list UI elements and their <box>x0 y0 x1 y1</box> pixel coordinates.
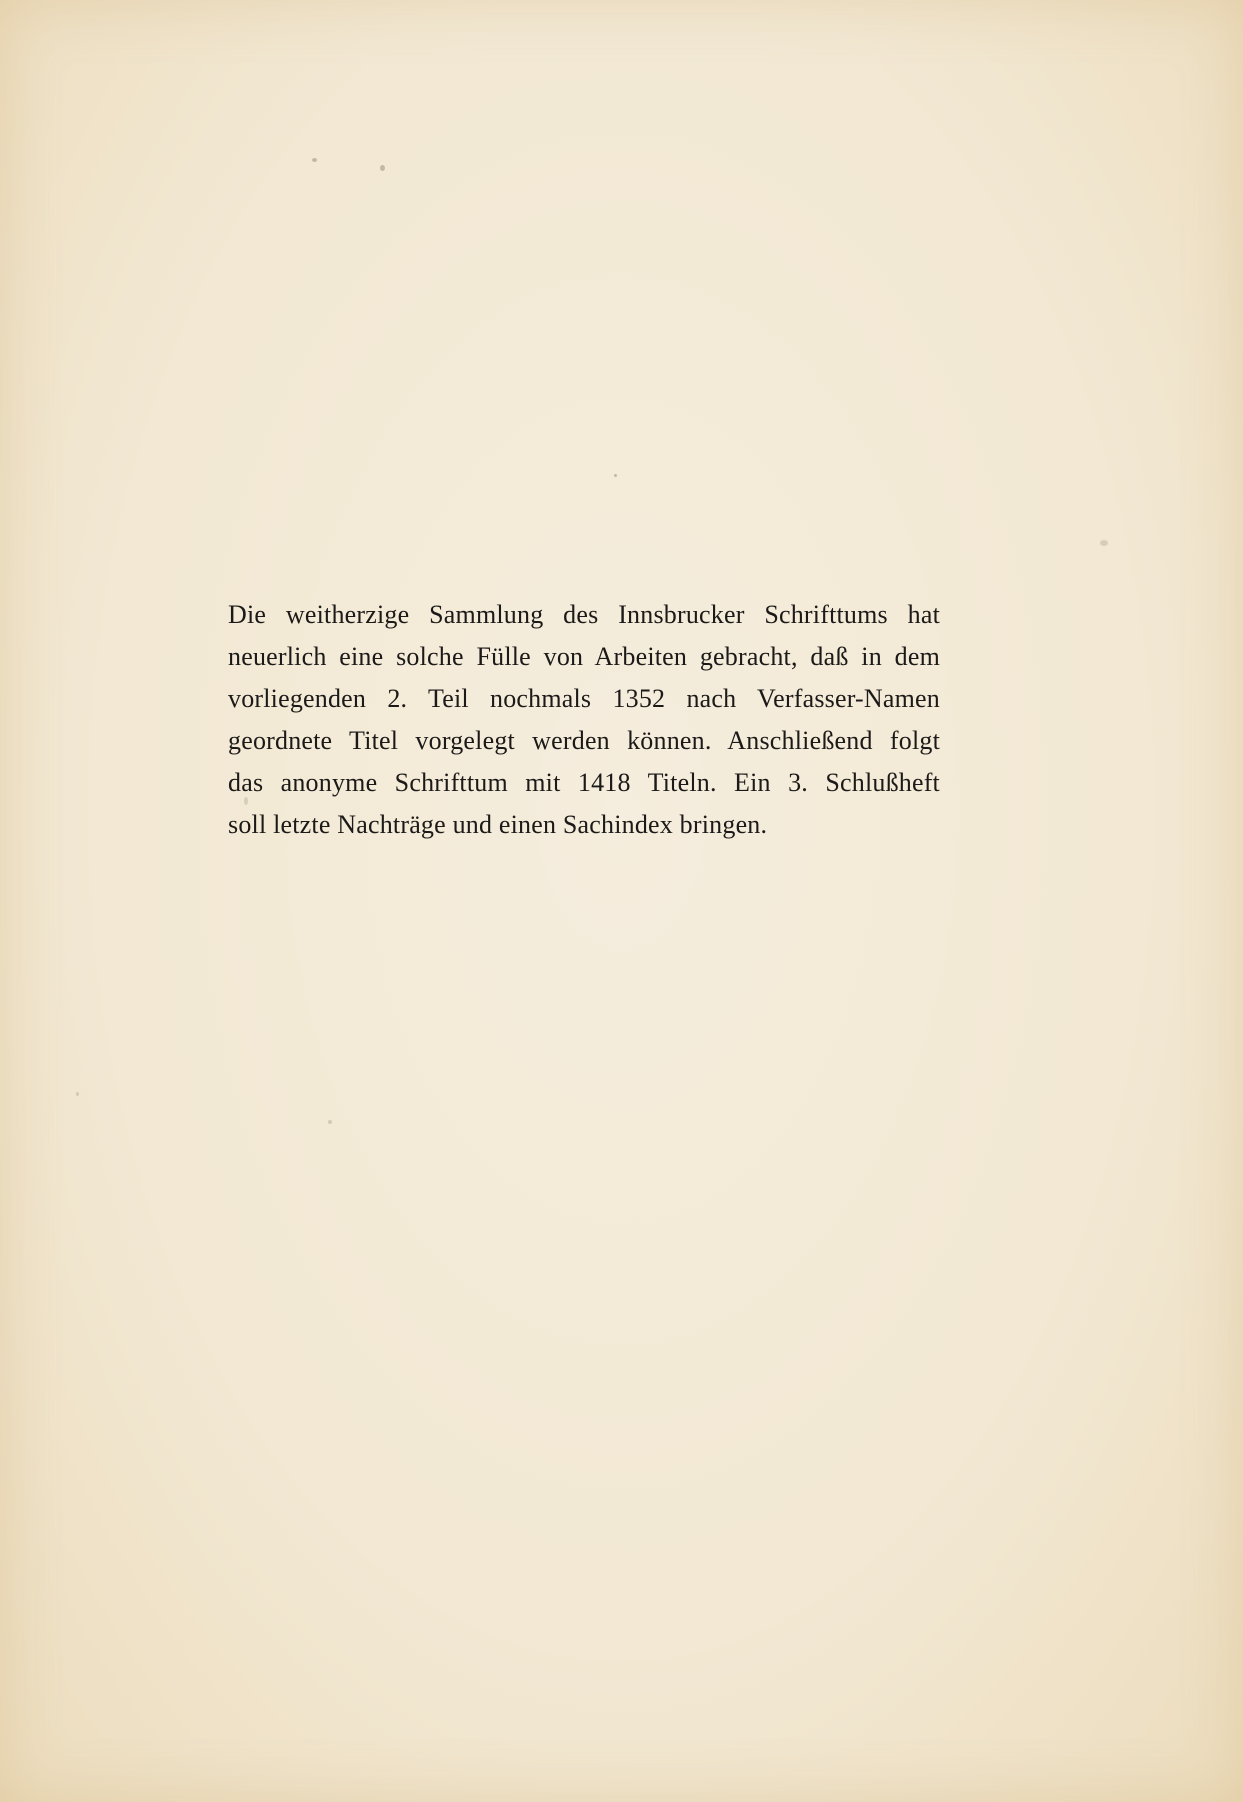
body-paragraph <box>228 594 940 846</box>
paragraph-line: soll letzte Nachträge und einen Sachindex bringen. <box>228 810 768 839</box>
paragraph-line: vorliegenden 2. Teil nochmals 1352 nach Verfasser-Namen <box>228 684 940 713</box>
paragraph-line: Die weitherzige Sammlung des Innsbrucker Schrifttums hat <box>228 600 940 629</box>
paragraph-line: neuerlich eine solche Fülle von Arbeiten gebracht, daß in dem <box>228 642 940 671</box>
paper-speck <box>614 474 617 477</box>
paper-speck <box>312 158 317 162</box>
paper-speck <box>328 1120 332 1124</box>
paper-speck <box>380 165 385 171</box>
paragraph-line: das anonyme Schrifttum mit 1418 Titeln. Ein 3. Schlußheft <box>228 768 940 797</box>
paper-speck <box>1100 540 1108 546</box>
paper-speck <box>76 1092 79 1096</box>
paragraph-line: geordnete Titel vorgelegt werden können. Anschließend folgt <box>228 726 940 755</box>
